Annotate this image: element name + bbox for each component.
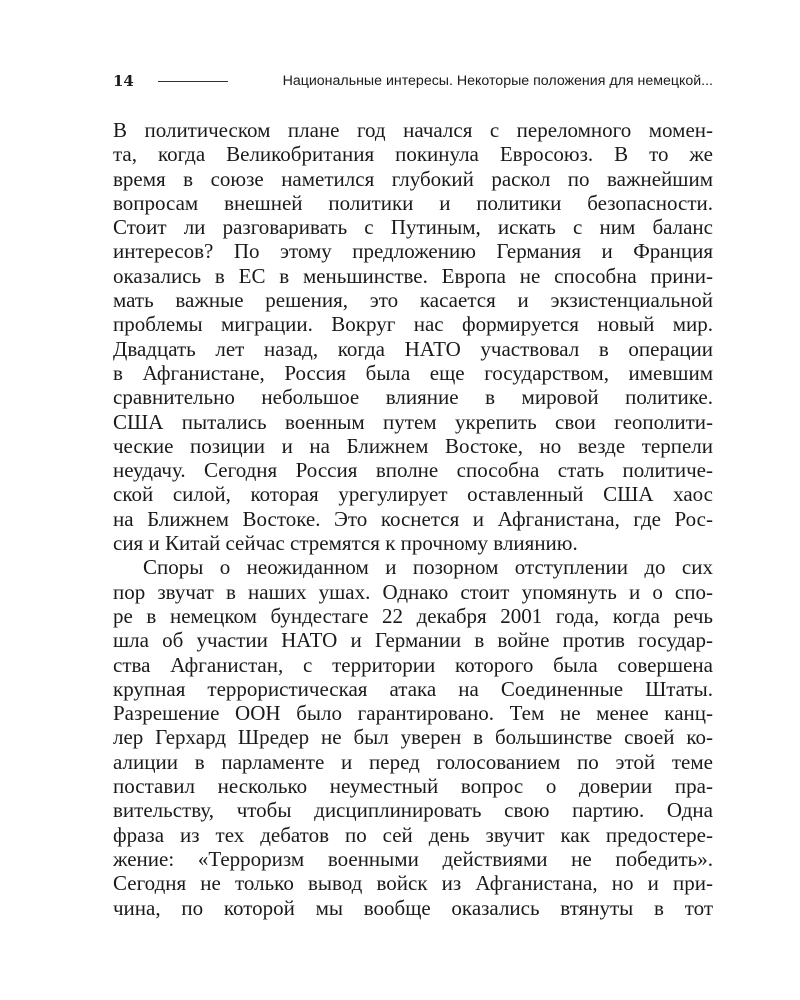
text-line: сравнительно небольшое влияние в мировой политике. — [113, 385, 713, 410]
text-line: ской силой, которая урегулирует оставленный США хаос — [113, 482, 713, 507]
text-line: Споры о неожиданном и позорном отступлении до сих — [143, 555, 713, 580]
text-line: на Ближнем Востоке. Это коснется и Афганистана, где Рос- — [113, 506, 713, 531]
text-line: проблемы миграции. Вокруг нас формируется новый мир. — [113, 312, 713, 337]
text-line: та, когда Великобритания покинула Евросоюз. В то же — [113, 142, 713, 167]
text-line: жение: «Терроризм военными действиями не победить». — [113, 846, 713, 871]
text-line: чина, по которой мы вообще оказались втянуты в тот — [113, 895, 713, 920]
running-header — [113, 70, 713, 92]
text-line: в Афганистане, Россия была еще государством, имевшим — [113, 360, 713, 385]
text-line: мать важные решения, это касается и экзистенциальной — [113, 288, 713, 313]
text-line: Сегодня не только вывод войск из Афганистана, но и при- — [113, 871, 713, 896]
text-line: сия и Китай сейчас стремятся к прочному влиянию. — [113, 531, 578, 556]
text-line: оказались в ЕС в меньшинстве. Европа не способна прини- — [113, 263, 713, 288]
text-line: фраза из тех дебатов по сей день звучит как предостере- — [113, 822, 713, 847]
text-line: вопросам внешней политики и политики безопасности. — [113, 190, 713, 215]
text-line: США пытались военным путем укрепить свои геополити- — [113, 409, 713, 434]
text-line: Разрешение ООН было гарантировано. Тем не менее канц- — [113, 701, 713, 726]
text-line: алиции в парламенте и перед голосованием по этой теме — [113, 749, 713, 774]
body-text — [113, 118, 713, 920]
text-line: вительству, чтобы дисциплинировать свою партию. Одна — [113, 798, 713, 823]
text-line: время в союзе наметился глубокий раскол по важнейшим — [113, 166, 713, 191]
text-line: неудачу. Сегодня Россия вполне способна стать политиче- — [113, 458, 713, 483]
text-line: Стоит ли разговаривать с Путиным, искать с ним баланс — [113, 215, 713, 240]
text-line: Двадцать лет назад, когда НАТО участвовал в операции — [113, 336, 713, 361]
page-number: 14 — [113, 72, 134, 90]
text-line: пор звучат в наших ушах. Однако стоит упомянуть и о спо- — [113, 579, 713, 604]
text-line: ре в немецком бундестаге 22 декабря 2001 года, когда речь — [113, 603, 713, 628]
text-line: интересов? По этому предложению Германия и Франция — [113, 239, 713, 264]
text-line: ства Афганистан, с территории которого была совершена — [113, 652, 713, 677]
text-line: В политическом плане год начался с переломного момен- — [113, 118, 713, 142]
text-line: ческие позиции и на Ближнем Востоке, но везде терпели — [113, 433, 713, 458]
text-line: поставил несколько неуместный вопрос о доверии пра- — [113, 774, 713, 799]
text-line: лер Герхард Шредер не был уверен в большинстве своей ко- — [113, 725, 713, 750]
header-rule — [158, 81, 228, 82]
text-line: крупная террористическая атака на Соединенные Штаты. — [113, 676, 713, 701]
running-title: Национальные интересы. Некоторые положения для немецкой... — [282, 73, 713, 89]
text-line: шла об участии НАТО и Германии в войне против государ- — [113, 628, 713, 653]
